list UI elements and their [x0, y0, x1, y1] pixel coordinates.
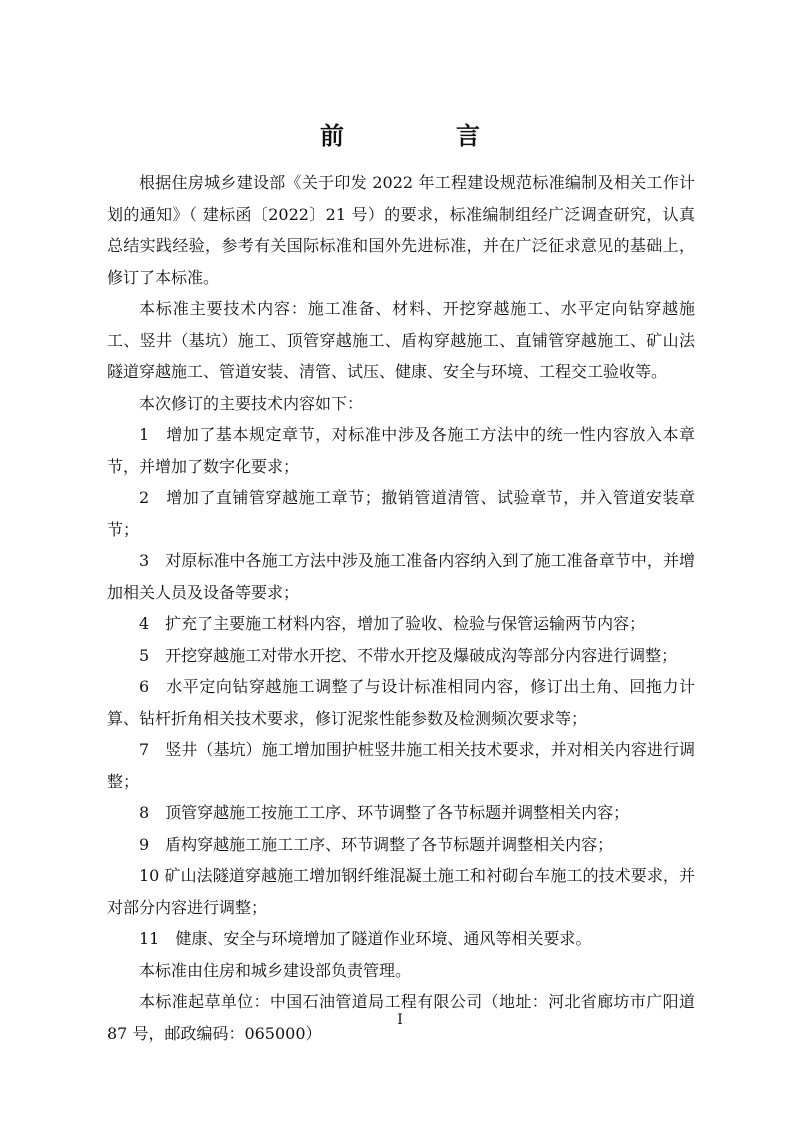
page-number: I: [397, 1012, 403, 1028]
paragraph-background: 根据住房城乡建设部《关于印发 2022 年工程建设规范标准编制及相关工作计划的通知》（ 建标函〔2022〕21 号）的要求，标准编制组经广泛调查研究，认真总结实践经验，参考有关国际标准和国外先进标准，并在广泛征求意见的基础上，修订了本标准。: [107, 173, 695, 287]
paragraph-drafting-unit: 本标准起草单位：中国石油管道局工程有限公司（地址：河北省廊坊市广阳道 87 号，邮政编码：065000）: [107, 992, 695, 1043]
page-title: 前 言: [320, 121, 524, 150]
revision-item-11: 11 健康、安全与环境增加了隧道作业环境、通风等相关要求。: [139, 929, 592, 948]
document-body: [107, 167, 695, 1049]
revision-item-3: 3 对原标准中各施工方法中涉及施工准备内容纳入到了施工准备章节中，并增加相关人员及设备等要求；: [107, 551, 695, 602]
paragraph-management: 本标准由住房和城乡建设部负责管理。: [139, 960, 412, 980]
revision-item-1: 1 增加了基本规定章节，对标准中涉及各施工方法中的统一性内容放入本章节，并增加了数字化要求；: [107, 425, 695, 476]
revision-item-7: 7 竖井（基坑）施工增加围护桩竖井施工相关技术要求，并对相关内容进行调整；: [107, 740, 695, 791]
revision-item-4: 4 扩充了主要施工材料内容，增加了验收、检验与保管运输两节内容；: [139, 614, 646, 633]
revision-item-10: 10 矿山法隧道穿越施工增加钢纤维混凝土施工和衬砌台车施工的技术要求，并对部分内容进行调整；: [107, 866, 695, 917]
revision-item-9: 9 盾构穿越施工施工工序、环节调整了各节标题并调整相关内容；: [139, 834, 614, 854]
revision-item-5: 5 开挖穿越施工对带水开挖、不带水开挖及爆破成沟等部分内容进行调整；: [139, 645, 678, 665]
paragraph-main-content: 本标准主要技术内容：施工准备、材料、开挖穿越施工、水平定向钻穿越施工、竖井（基坑）施工、顶管穿越施工、盾构穿越施工、直铺管穿越施工、矿山法隧道穿越施工、管道安装、清管、试压、健康、安全与环境、工程交工验收等。: [107, 299, 695, 381]
paragraph-revision-intro: 本次修订的主要技术内容如下：: [139, 393, 364, 413]
revision-item-8: 8 顶管穿越施工按施工工序、环节调整了各节标题并调整相关内容；: [139, 803, 630, 822]
revision-item-6: 6 水平定向钻穿越施工调整了与设计标准相同内容，修订出土角、回拖力计算、钻杆折角相关技术要求，修订泥浆性能参数及检测频次要求等；: [107, 677, 695, 728]
revision-item-2: 2 增加了直铺管穿越施工章节；撤销管道清管、试验章节，并入管道安装章节；: [107, 488, 695, 539]
